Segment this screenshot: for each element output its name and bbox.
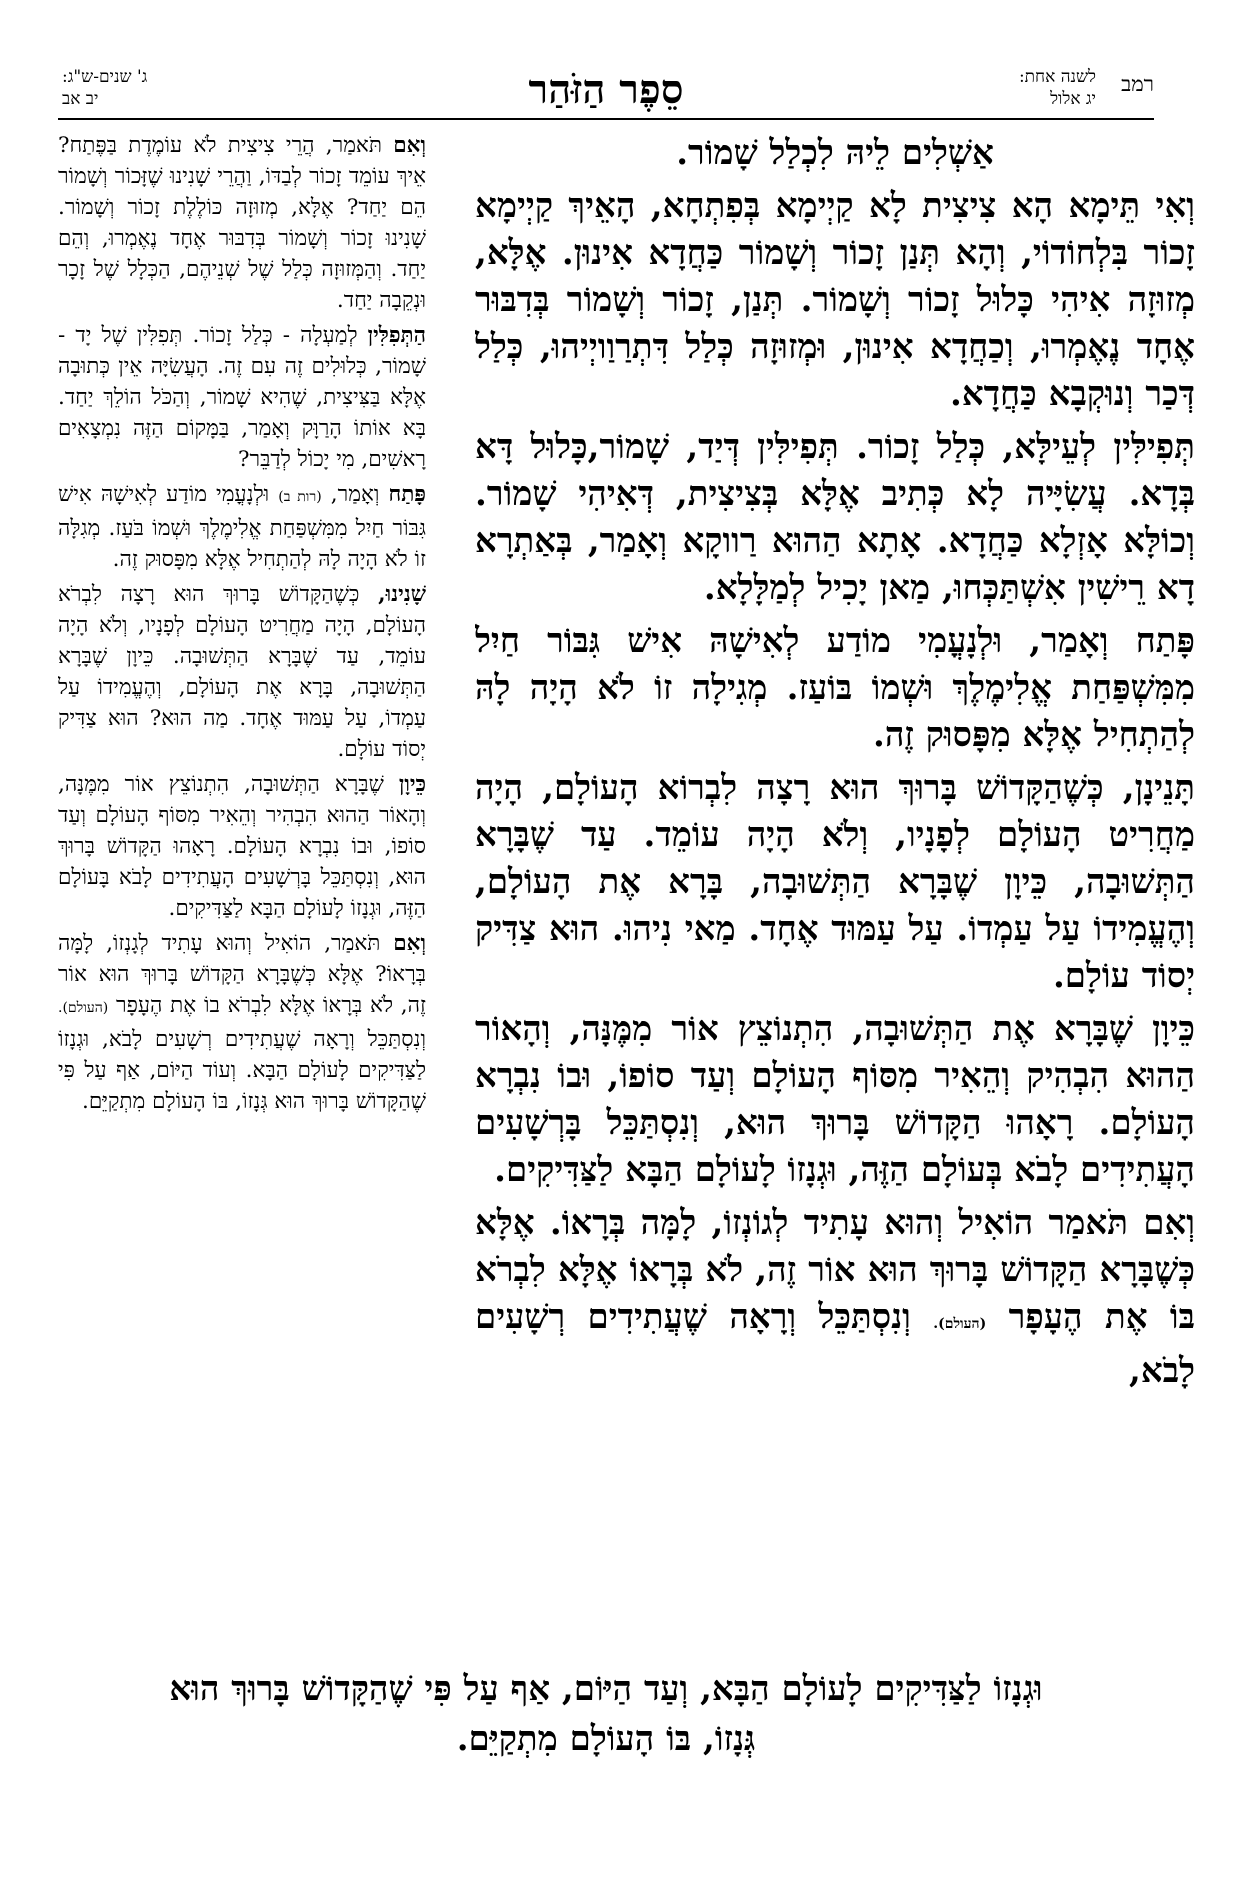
translation-paragraph: [58, 320, 426, 475]
verse-reference: (רות ב): [278, 489, 322, 505]
paragraph-text: וּלְנָעֳמִי מוֹדַע לְאִישָׁהּ אִישׁ גִּבּוֹר חַיִל מִמִּשְׁפַּחַת אֱלִימֶלֶךְ וּשְׁמוֹ בֹּעַז. מְגִלָּה זוֹ לֹא הָיָה לָהּ לְהַתְחִיל אֶלָּא מִפָּסוּק זֶה.: [58, 482, 426, 572]
paragraph-lead-word: שָׁנִינוּ,: [378, 582, 426, 607]
schedule-label: לשנה אחת:: [1018, 67, 1096, 87]
main-paragraph-tail: וְנִסְתַּכֵּל וְרָאָה שֶׁעֲתִידִים רְשָׁעִים לָבֹא,: [475, 1297, 1195, 1391]
main-paragraph: וְאִי תֵּימָא הָא צִיצִית לָא קַיְימָא בְּפִתְחָא, הָאֵיךְ קַיְימָא זָכוֹר בִּלְחוֹדוֹי, וְהָא תְּנַן זָכוֹר וְשָׁמוֹר כַּחֲדָא אִינוּן. אֶלָּא, מְזוּזָה אִיהִי כָּלוּל זָכוֹר וְשָׁמוֹר. תְּנַן, זָכוֹר וְשָׁמוֹר בְּדִבּוּר אֶחָד נֶאֶמְרוּ, וְכַחֲדָא אִינוּן, וּמְזוּזָה כְּלַל דִּתְרַוַויְיהוּ, כְּלַל דְּכַר וְנוּקְבָא כַּחֲדָא.: [475, 186, 1195, 414]
schedule-date: יג אלול: [1050, 89, 1096, 109]
paragraph-lead-word: כֵּיוָן: [398, 772, 426, 797]
paragraph-lead-word: וְאִם: [393, 133, 426, 158]
main-paragraph: כֵּיוָן שֶׁבָּרָא אֶת הַתְּשׁוּבָה, הִתְנוֹצֵץ אוֹר מִמֶּנָּה, וְהָאוֹר הַהוּא הִבְהִיק וְהֵאִיר מִסּוֹף הָעוֹלָם וְעַד סוֹפוֹ, וּבוֹ נִבְרָא הָעוֹלָם. רָאָהוּ הַקָּדוֹשׁ בָּרוּךְ הוּא, וְנִסְתַּכֵּל בָּרְשָׁעִים הָעֲתִידִים לָבֹא בְּעוֹלָם הַזֶּה, וּגְנָזוֹ לָעוֹלָם הַבָּא לַצַּדִּיקִים.: [475, 1009, 1195, 1190]
paragraph-text: שֶׁבָּרָא הַתְּשׁוּבָה, הִתְנוֹצֵץ אוֹר מִמֶּנָּה, וְהָאוֹר הַהוּא הִבְהִיר וְהֵאִיר מִסּוֹף הָעוֹלָם וְעַד סוֹפוֹ, וּבוֹ נִבְרָא הָעוֹלָם. רָאָהוּ הַקָּדוֹשׁ בָּרוּךְ הוּא, וְנִסְתַּכֵּל בָּרְשָׁעִים הָעֲתִידִים לָבֹא בָּעוֹלָם הַזֶּה, וּגְנָזוֹ לָעוֹלָם הַבָּא לַצַּדִּיקִים.: [58, 772, 426, 921]
paragraph-text: כְּשֶׁהַקָּדוֹשׁ בָּרוּךְ הוּא רָצָה לִבְרֹא הָעוֹלָם, הָיָה מַחֲרִיט הָעוֹלָם לְפָנָיו, וְלֹא הָיָה עוֹמֵד, עַד שֶׁבָּרָא הַתְּשׁוּבָה. כֵּיוָן שֶׁבָּרָא הַתְּשׁוּבָה, בָּרָא אֶת הָעוֹלָם, וְהֶעֱמִידוֹ עַל עַמְדוֹ, עַל עַמּוּד אֶחָד. מַה הוּא? הוּא צַדִּיק יְסוֹד עוֹלָם.: [58, 582, 426, 762]
main-text-column: [475, 130, 1195, 1660]
schedule-date: יב אב: [62, 89, 99, 109]
translation-paragraph: [58, 928, 426, 1117]
continuation-line: גְּנָזוֹ, בּוֹ הָעוֹלָם מִתְקַיֵּם.: [456, 1719, 756, 1759]
main-text-continuation: [58, 1664, 1154, 1774]
paragraph-text: וְנִסְתַּכֵּל וְרָאָה שֶׁעֲתִידִים רְשָׁעִים לָבֹא, וּגְנָזוֹ לַצַּדִּיקִים לָעוֹלָם הַבָּא. וְעוֹד הַיּוֹם, אַף עַל פִּי שֶׁהַקָּדוֹשׁ בָּרוּךְ הוּא גְּנָזוֹ, בּוֹ הָעוֹלָם מִתְקַיֵּם.: [58, 1027, 426, 1114]
page-header: [58, 62, 1154, 120]
paragraph-lead-word: פָּתַח: [388, 482, 426, 507]
main-paragraph: תְּפִילִּין לְעֵילָּא, כְּלַל זָכוֹר. תְּפִילִּין דְּיַד, שָׁמוֹר,כָּלוּל דָּא בְּדָא. עֲשִׂיָּיה לָא כְּתִיב אֶלָּא בְּצִיצִית, דְּאִיהִי שָׁמוֹר. וְכוֹלָּא אָזְלָא כַּחֲדָא. אָתָא הַהוּא רַווקָא וְאָמַר, בְּאַתְרָא דָא רֵישִׁין אִשְׁתַּכְּחוּ, מַאן יָכִיל לְמַלָּלָא.: [475, 427, 1195, 608]
paragraph-lead-word: וְאִם: [393, 931, 426, 956]
paragraph-text: תֹּאמַר, הֲרֵי צִיצִית לֹא עוֹמֶדֶת בַּפֶּתַח? אֵיךְ עוֹמֵד זָכוֹר לְבַדּוֹ, וַהֲרֵי שָׁנִינוּ שֶׁזָּכוֹר וְשָׁמוֹר הֵם יַחַד? אֶלָּא, מְזוּזָה כּוֹלֶלֶת זָכוֹר וְשָׁמוֹר. שָׁנִינוּ זָכוֹר וְשָׁמוֹר בְּדִבּוּר אֶחָד נֶאֶמְרוּ, וְהֵם יַחַד. וְהַמְּזוּזָה כְּלַל שֶׁל שְׁנֵיהֶם, הַכְּלָל שֶׁל זָכָר וּנְקֵבָה יַחַד.: [58, 133, 426, 313]
main-paragraph: אַשְׁלִים לֵיהּ לִכְלַל שָׁמוֹר.: [676, 133, 994, 173]
paragraph-lead-word: הַתְּפִלִּין: [367, 323, 426, 348]
main-paragraph: [475, 1200, 1195, 1395]
main-paragraph-text: וְאִם תֹּאמַר הוֹאִיל וְהוּא עָתִיד לְגוֹנְזוֹ, לָמָּה בְּרָאוֹ. אֶלָּא כְּשֶׁבָּרָא הַקָּדוֹשׁ בָּרוּךְ הוּא אוֹר זֶה, לֹא בְּרָאוֹ אֶלָּא לִבְרֹא בּוֹ אֶת הֶעָפָר: [475, 1203, 1195, 1337]
continuation-line: וּגְנָזוֹ לַצַּדִּיקִים לָעוֹלָם הַבָּא, וְעַד הַיּוֹם, אַף עַל פִּי שֶׁהַקָּדוֹשׁ בָּרוּךְ הוּא: [169, 1669, 1043, 1709]
source-reference: (העולם).: [933, 1316, 987, 1332]
translation-paragraph: [58, 479, 426, 575]
translation-paragraph: [58, 769, 426, 924]
translation-column: [58, 130, 426, 1660]
book-title: סֵפֶר הַזֹּהַר: [528, 66, 684, 113]
paragraph-text: לְמַעְלָה - כְּלַל זָכוֹר. תְּפִלִּין שֶׁל יָד - שָׁמוֹר, כְּלוּלִים זֶה עִם זֶה. הָעֲשִׂיָּה אֵין כְּתוּבָה אֶלָּא בַּצִּיצִית, שֶׁהִיא שָׁמוֹר, וְהַכֹּל הוֹלֵךְ יַחַד. בָּא אוֹתוֹ הָרַוָּק וְאָמַר, בַּמָּקוֹם הַזֶּה נִמְצָאִים רָאשִׁים, מִי יָכוֹל לְדַבֵּר?: [58, 323, 426, 472]
translation-paragraph: [58, 579, 426, 765]
schedule-label: ג' שנים-ש"ג:: [62, 67, 148, 87]
paragraph-text: תֹּאמַר, הוֹאִיל וְהוּא עָתִיד לְגָנְזוֹ, לָמָּה בְּרָאוֹ? אֶלָּא כְּשֶׁבָּרָא הַקָּדוֹשׁ בָּרוּךְ הוּא אוֹר זֶה, לֹא בְּרָאוֹ אֶלָּא לִבְרֹא בוֹ אֶת הֶעָפָר: [58, 931, 426, 1018]
main-paragraph: פָּתַח וְאָמַר, וּלְנָעֳמִי מוֹדַע לְאִישָׁהּ אִישׁ גִּבּוֹר חַיִל מִמִּשְׁפַּחַת אֱלִימֶלֶךְ וּשְׁמוֹ בּוֹעַז. מְגִילָה זוֹ לֹא הָיָה לָהּ לְהַתְחִיל אֶלָּא מִפָּסוּק זֶה.: [475, 621, 1195, 755]
paragraph-text: וְאָמַר,: [321, 482, 389, 507]
reading-schedule-three-years: [62, 66, 147, 110]
source-reference: (העולם).: [58, 1000, 109, 1016]
page-number: רמב: [1121, 72, 1154, 96]
translation-paragraph: [58, 130, 426, 316]
main-paragraph: תָּנֵינָן, כְּשֶׁהַקָּדוֹשׁ בָּרוּךְ הוּא רָצָה לִבְרוֹא הָעוֹלָם, הָיָה מַחֲרִיט הָעוֹלָם לְפָנָיו, וְלֹא הָיָה עוֹמֵד. עַד שֶׁבָּרָא הַתְּשׁוּבָה, כֵּיוָן שֶׁבָּרָא הַתְּשׁוּבָה, בָּרָא אֶת הָעוֹלָם, וְהֶעֱמִידוֹ עַל עַמְדוֹ. עַל עַמּוּד אֶחָד. מַאי נִיהוּ. הוּא צַדִּיק יְסוֹד עוֹלָם.: [475, 768, 1195, 996]
